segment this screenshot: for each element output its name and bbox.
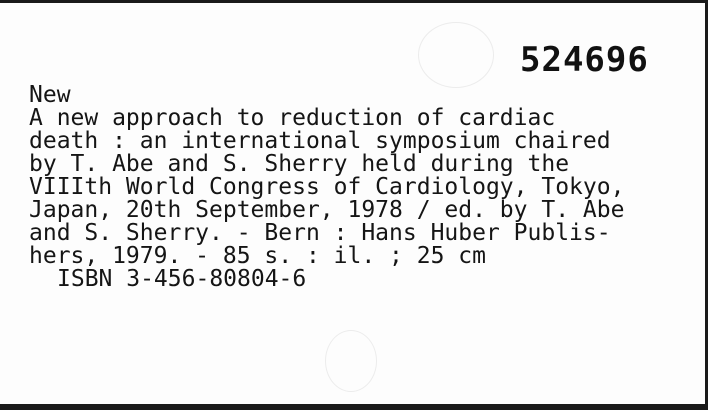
- filing-word: New: [29, 82, 71, 108]
- description-line: Japan, 20th September, 1978 / ed. by T. Abe: [29, 197, 625, 223]
- description-line: A new approach to reduction of cardiac: [29, 105, 556, 131]
- description-line: and S. Sherry. - Bern : Hans Huber Publis-: [29, 220, 611, 246]
- card-top-edge: [0, 0, 708, 3]
- description-line: VIIIth World Congress of Cardiology, Tokyo,: [29, 174, 625, 200]
- description-line: hers, 1979. - 85 s. : il. ; 25 cm: [29, 243, 486, 269]
- description-line: death : an international symposium chaired: [29, 128, 611, 154]
- faint-stamp-mark: [325, 330, 377, 392]
- faint-stamp-mark: [418, 22, 494, 88]
- accession-number: 524696: [520, 40, 649, 80]
- catalog-entry: [29, 84, 624, 291]
- isbn-line: ISBN 3-456-80804-6: [57, 266, 307, 292]
- card-bottom-edge: [0, 404, 708, 410]
- description-line: by T. Abe and S. Sherry held during the: [29, 151, 570, 177]
